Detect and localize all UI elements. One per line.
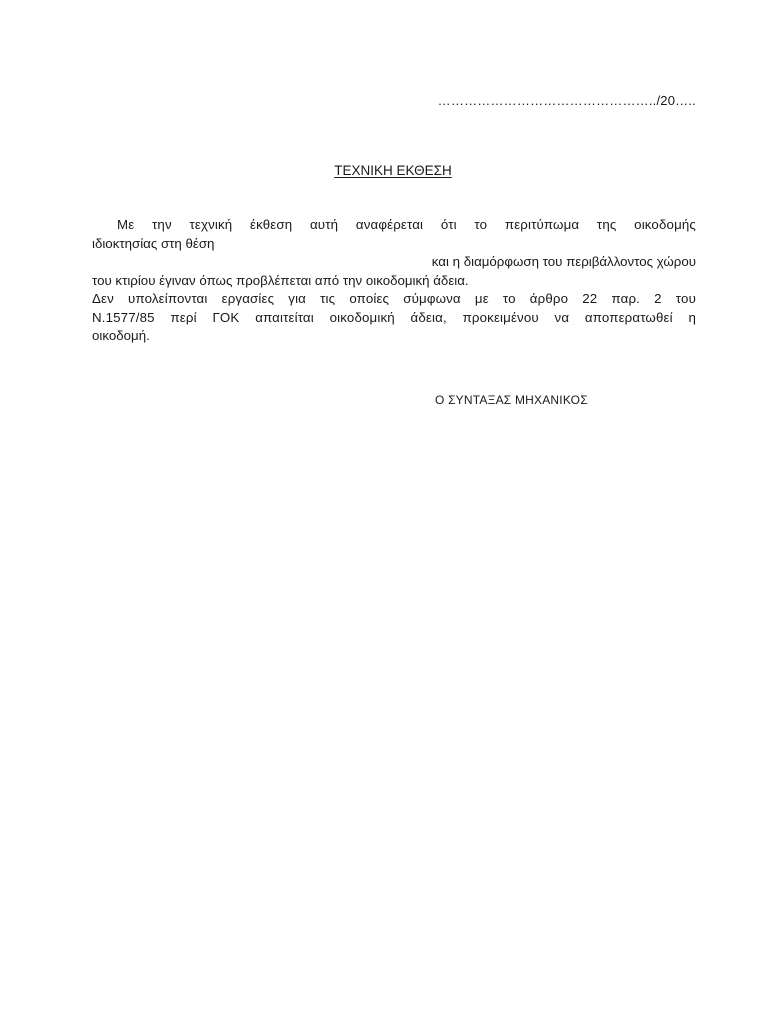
document-title: ΤΕΧΝΙΚΗ ΕΚΘΕΣΗ (334, 163, 452, 178)
paragraph-line-4-left: του κτιρίου έγιναν όπως προβλέπεται από την (92, 272, 363, 288)
date-line: …………………………………………../20….. (437, 93, 696, 108)
paragraph-line-1: Με την τεχνική έκθεση αυτή αναφέρεται ότι το περιτύπωμα της οικοδομής (117, 217, 696, 232)
paragraph-line-2 (92, 235, 696, 254)
location-label: στη θέση (160, 235, 215, 251)
building-permit-label: οικοδομική άδεια. (365, 272, 469, 288)
paragraph-line-5: Δεν υπολείπονται εργασίες για τις οποίες σύμφωνα με το άρθρο 22 παρ. 2 του (92, 291, 696, 306)
paragraph-line-4 (92, 272, 696, 291)
paragraph-line-3: και η διαμόρφωση του περιβάλλοντος χώρου (431, 254, 696, 269)
paragraph-line-6: Ν.1577/85 περί ΓΟΚ απαιτείται οικοδομική άδεια, προκειμένου να αποπερατωθεί η (92, 309, 696, 325)
report-paragraph (92, 216, 696, 346)
paragraph-line-7: οικοδομή. (92, 328, 150, 343)
ownership-label: ιδιοκτησίας (92, 235, 158, 251)
engineer-signature-label: Ο ΣΥΝΤΑΞΑΣ ΜΗΧΑΝΙΚΟΣ (435, 393, 588, 407)
